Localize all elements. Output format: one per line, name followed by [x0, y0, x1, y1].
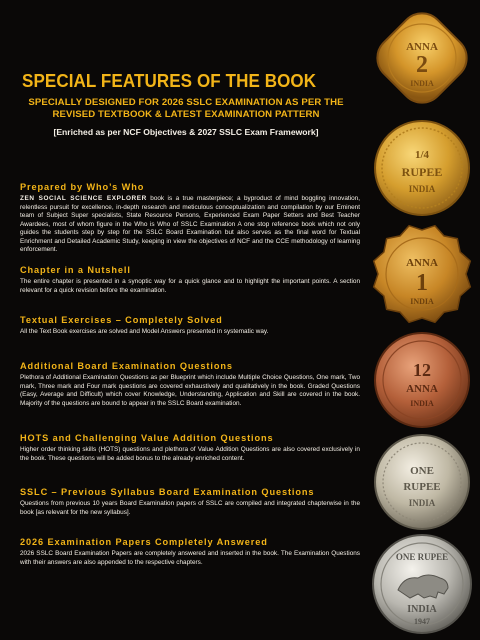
- coin-text: ONE: [410, 465, 434, 477]
- section-heading: Prepared by Who’s Who: [20, 182, 145, 192]
- coin-text: 2: [416, 52, 428, 78]
- coin-text: 12: [413, 360, 431, 380]
- one-anna-scalloped-coin: [370, 222, 474, 326]
- section-body: Questions from previous 10 years Board Examination papers of SSLC are compiled and integrated chapterwise in the book [as relevant for the new syllabus].: [20, 500, 360, 516]
- section-body: All the Text Book exercises are solved and Model Answers presented in systematic way.: [20, 328, 269, 335]
- coin-text: ANNA: [406, 257, 438, 269]
- coin-text: INDIA: [408, 498, 436, 508]
- section-additional-questions: [20, 360, 360, 408]
- subtitle-line-1: SPECIALLY DESIGNED FOR 2026 SSLC EXAMINATION AS PER THE: [28, 97, 344, 108]
- coin-text: INDIA: [410, 297, 434, 306]
- coin-text: INDIA: [408, 184, 436, 194]
- coin-text: ANNA: [406, 383, 438, 395]
- section-heading: SSLC – Previous Syllabus Board Examination Questions: [20, 487, 315, 497]
- page-subtitle: [26, 97, 346, 120]
- section-body: 2026 SSLC Board Examination Papers are completely answered and inserted in the book. The Examination Questions with their answers are also appended to the respective chapters.: [20, 550, 360, 566]
- coin-text: 1/4: [414, 149, 430, 161]
- section-textual-exercises: [20, 314, 360, 337]
- section-heading: Additional Board Examination Questions: [20, 361, 233, 371]
- page-tagline: [Enriched as per NCF Objectives & 2027 SSLC Exam Framework]: [53, 127, 319, 137]
- coin-text: 1947: [414, 617, 430, 626]
- section-heading: Textual Exercises – Completely Solved: [20, 315, 223, 325]
- section-heading: HOTS and Challenging Value Addition Questions: [20, 433, 274, 443]
- coin-text: ONE RUPEE: [395, 552, 449, 562]
- coin-text: 1: [416, 270, 428, 296]
- section-exam-papers: [20, 536, 360, 567]
- one-rupee-silver-coin: [372, 432, 472, 532]
- section-previous-syllabus: [20, 486, 360, 517]
- section-body: Higher order thinking skills (HOTS) questions and plethora of Value Addition Questions are also covered exclusively in the book. These questions will be added bonus to the already enriched content.: [20, 446, 360, 462]
- section-heading: 2026 Examination Papers Completely Answered: [20, 537, 268, 547]
- coin-column: [364, 0, 480, 640]
- section-hots: [20, 432, 360, 463]
- subtitle-line-2: REVISED TEXTBOOK & LATEST EXAMINATION PATTERN: [52, 108, 320, 120]
- coin-text: RUPEE: [401, 165, 443, 179]
- section-body: Plethora of Additional Examination Questions as per Blueprint which include Multiple Choice Questions, One mark, Two mark, Three mark and Four mark questions are covered exhaustively and qualitatively in the book. Graded Questions (Easy, Average and Difficult) which cover Knowledge, Understanding, Application and Skill are covered in the book. Majority of the questions are bound to appear in the SSLC Board examination.: [20, 374, 360, 407]
- page-title: SPECIAL FEATURES OF THE BOOK: [22, 70, 317, 91]
- coin-text: INDIA: [407, 604, 437, 615]
- section-body: [20, 195, 360, 255]
- one-rupee-lion-coin: [370, 532, 474, 636]
- quarter-rupee-gold-coin: [372, 118, 472, 218]
- section-body-text: book is a true masterpiece; a byproduct of mind boggling innovation, relentless pursuit for excellence, in-depth research and meticulous conceptualization and compilation by our Eminent team of Subject Super specialists, State Resource Persons, Experienced Exam Paper Setters and Best Teacher Awardees, most of whom figure in the Who is Who of SSLC Examination A one stop reference book which not only guides the students step by step for the SSLC Board Examination but also serves as the final word for Textual Enrichment and Detailed Academic Study, keeping in view the objectives of NCF and the CCE methodology of learning enforcement.: [20, 195, 360, 253]
- section-body: The entire chapter is presented in a synoptic way for a quick glance and to highlight the important points. A section relevant for a quick revision before the examination.: [20, 278, 360, 294]
- section-chapter-nutshell: [20, 264, 360, 295]
- section-prepared-by: [20, 181, 360, 255]
- coin-text: INDIA: [410, 79, 434, 88]
- book-name: ZEN SOCIAL SCIENCE EXPLORER: [20, 195, 147, 202]
- twelve-anna-copper-coin: [372, 330, 472, 430]
- two-anna-square-coin: [366, 2, 478, 114]
- coin-text: RUPEE: [403, 481, 441, 493]
- coin-text: ANNA: [406, 41, 438, 53]
- coin-text: INDIA: [410, 399, 434, 408]
- section-heading: Chapter in a Nutshell: [20, 265, 131, 275]
